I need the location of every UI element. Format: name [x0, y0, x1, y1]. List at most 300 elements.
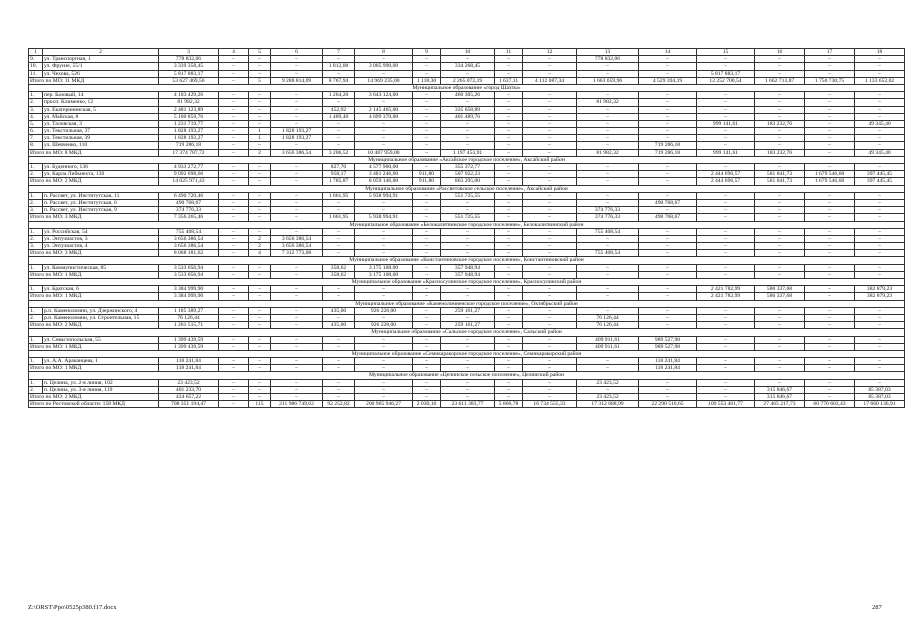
value-cell: – — [755, 379, 805, 386]
row-number: 2. — [29, 386, 43, 393]
column-number: 14 — [639, 49, 697, 56]
total-cell: – — [523, 214, 577, 221]
total-cell: 5 938 994,91 — [355, 214, 413, 221]
table-row — [29, 135, 905, 142]
value-cell: – — [271, 171, 323, 178]
column-number: 13 — [577, 49, 639, 56]
total-cell: 1 661,95 — [323, 214, 355, 221]
value-cell: 76 126,44 — [159, 314, 219, 321]
value-cell: – — [697, 142, 755, 149]
section-heading-row — [29, 84, 905, 91]
section-heading-row — [29, 329, 905, 336]
table-row — [29, 243, 905, 250]
total-cell: 2 265 072,19 — [441, 77, 495, 84]
value-cell: – — [855, 56, 905, 63]
value-cell: – — [639, 228, 697, 235]
value-cell: – — [755, 235, 805, 242]
value-cell: – — [855, 336, 905, 343]
total-cell: – — [413, 365, 441, 372]
value-cell: – — [495, 379, 523, 386]
value-cell: – — [323, 99, 355, 106]
value-cell: 581 841,73 — [755, 171, 805, 178]
value-cell: – — [639, 192, 697, 199]
address-cell: ул. Братская, 6 — [43, 286, 159, 293]
value-cell: – — [271, 264, 323, 271]
value-cell: 1 489,40 — [323, 113, 355, 120]
total-cell: – — [355, 394, 413, 401]
value-cell: 1 399 439,59 — [159, 336, 219, 343]
value-cell: – — [639, 70, 697, 77]
total-cell: 580 337,68 — [755, 293, 805, 300]
total-cell: – — [413, 394, 441, 401]
value-cell: – — [523, 307, 577, 314]
total-cell: – — [523, 178, 577, 185]
value-cell: – — [249, 106, 271, 113]
value-cell: – — [441, 336, 495, 343]
total-row — [29, 250, 905, 257]
value-cell: – — [523, 379, 577, 386]
value-cell: – — [355, 379, 413, 386]
value-cell: – — [323, 207, 355, 214]
value-cell: – — [219, 358, 249, 365]
value-cell: – — [855, 243, 905, 250]
total-cell: – — [249, 271, 271, 278]
total-cell: 76 126,44 — [577, 322, 639, 329]
value-cell: 335 658,89 — [441, 106, 495, 113]
total-cell: – — [271, 394, 323, 401]
total-cell: – — [577, 293, 639, 300]
total-cell: – — [639, 250, 697, 257]
column-number: 2 — [43, 49, 159, 56]
value-cell: – — [271, 63, 323, 70]
value-cell: – — [755, 199, 805, 206]
total-row — [29, 178, 905, 185]
value-cell: – — [495, 314, 523, 321]
value-cell: 1 185 389,27 — [159, 307, 219, 314]
value-cell: – — [577, 92, 639, 99]
municipality-heading: Муниципальное образование «город Шахты» — [29, 84, 905, 91]
value-cell: – — [855, 192, 905, 199]
value-cell: – — [219, 171, 249, 178]
total-cell: – — [697, 214, 755, 221]
value-cell: – — [577, 199, 639, 206]
value-cell: 3 384 999,90 — [159, 286, 219, 293]
section-heading-row — [29, 185, 905, 192]
value-cell: – — [413, 135, 441, 142]
value-cell: 5 938 994,91 — [355, 192, 413, 199]
total-cell: – — [323, 343, 355, 350]
value-cell: 1 828 193,27 — [159, 128, 219, 135]
value-cell: – — [523, 164, 577, 171]
value-cell: – — [249, 207, 271, 214]
total-row — [29, 401, 905, 408]
value-cell: 358,62 — [323, 264, 355, 271]
value-cell: – — [697, 314, 755, 321]
row-number: 8. — [29, 142, 43, 149]
value-cell: – — [577, 171, 639, 178]
value-cell: – — [639, 235, 697, 242]
total-cell: 211 986 749,62 — [271, 401, 323, 408]
value-cell: 401 489,76 — [441, 113, 495, 120]
total-cell: – — [219, 343, 249, 350]
row-number: 1. — [29, 228, 43, 235]
value-cell: – — [855, 70, 905, 77]
value-cell: 397 445,45 — [855, 171, 905, 178]
value-cell: – — [323, 386, 355, 393]
value-cell: – — [219, 307, 249, 314]
value-cell: – — [805, 70, 855, 77]
total-cell: 755 408,54 — [577, 250, 639, 257]
total-cell: 7 356 265,46 — [159, 214, 219, 221]
total-cell: – — [855, 365, 905, 372]
column-number: 12 — [523, 49, 577, 56]
total-cell: – — [413, 271, 441, 278]
value-cell: – — [697, 235, 755, 242]
total-cell: – — [639, 178, 697, 185]
value-cell: – — [523, 120, 577, 127]
value-cell: – — [323, 358, 355, 365]
value-cell: – — [271, 386, 323, 393]
value-cell: – — [805, 386, 855, 393]
total-cell: – — [577, 365, 639, 372]
total-cell: 10 487 959,00 — [355, 149, 413, 156]
municipality-heading: Муниципальное образование «Семикаракорское городское поселение», Семикаракорский район — [29, 350, 905, 357]
value-cell: – — [249, 199, 271, 206]
value-cell: 999 141,61 — [697, 120, 755, 127]
address-cell: п. Целина, ул. 2-я линия, 102 — [43, 379, 159, 386]
value-cell: – — [577, 63, 639, 70]
total-cell: 3 656 386,54 — [271, 149, 323, 156]
address-cell: ул. Шевченко, 110 — [43, 142, 159, 149]
value-cell: – — [249, 307, 271, 314]
address-cell: просп. Клименко, 12 — [43, 99, 159, 106]
table-row — [29, 99, 905, 106]
value-cell: – — [805, 56, 855, 63]
value-cell: – — [577, 164, 639, 171]
value-cell: – — [805, 379, 855, 386]
total-cell: 3 384 999,90 — [159, 293, 219, 300]
total-cell: – — [495, 178, 523, 185]
section-heading-row — [29, 221, 905, 228]
total-cell: – — [413, 214, 441, 221]
value-cell: 374 776,33 — [577, 207, 639, 214]
value-cell: – — [805, 128, 855, 135]
value-cell: – — [697, 164, 755, 171]
value-cell: 6 490 720,46 — [159, 192, 219, 199]
value-cell: 357 948,94 — [441, 264, 495, 271]
row-number: 2. — [29, 99, 43, 106]
value-cell: – — [495, 235, 523, 242]
row-number: 2. — [29, 171, 43, 178]
value-cell: – — [755, 92, 805, 99]
value-cell: – — [355, 286, 413, 293]
table-row — [29, 264, 905, 271]
value-cell: – — [755, 243, 805, 250]
total-cell: – — [495, 322, 523, 329]
total-cell: 5 866,78 — [495, 401, 523, 408]
value-cell: – — [855, 228, 905, 235]
value-cell: 3 656 386,54 — [159, 235, 219, 242]
value-cell: – — [805, 286, 855, 293]
total-cell: – — [355, 250, 413, 257]
value-cell: 1 — [249, 135, 271, 142]
value-cell: – — [495, 120, 523, 127]
value-cell: – — [271, 56, 323, 63]
value-cell: – — [855, 358, 905, 365]
value-cell: 355 372,77 — [441, 164, 495, 171]
address-cell: ул. Майская, 8 — [43, 113, 159, 120]
total-cell: – — [355, 343, 413, 350]
value-cell: – — [355, 336, 413, 343]
total-cell: 357 948,94 — [441, 271, 495, 278]
value-cell: – — [495, 99, 523, 106]
value-cell: 1 679 546,68 — [805, 171, 855, 178]
value-cell: 4 699 370,00 — [355, 113, 413, 120]
value-cell: – — [523, 142, 577, 149]
value-cell: – — [413, 264, 441, 271]
value-cell: – — [577, 135, 639, 142]
value-cell: 755 408,54 — [159, 228, 219, 235]
value-cell: – — [805, 113, 855, 120]
value-cell: – — [413, 142, 441, 149]
value-cell: – — [855, 264, 905, 271]
value-cell: – — [697, 199, 755, 206]
total-label: Итого по МО: 1 МКД — [29, 343, 159, 350]
total-cell: – — [855, 343, 905, 350]
value-cell: – — [495, 70, 523, 77]
total-cell: 17 312 688,99 — [577, 401, 639, 408]
total-cell: – — [219, 271, 249, 278]
value-cell: – — [523, 358, 577, 365]
value-cell: – — [441, 128, 495, 135]
value-cell: – — [413, 307, 441, 314]
table-row — [29, 92, 905, 99]
value-cell: – — [697, 135, 755, 142]
value-cell: – — [219, 92, 249, 99]
value-cell: – — [577, 358, 639, 365]
value-cell: – — [697, 113, 755, 120]
value-cell: 76 126,44 — [577, 314, 639, 321]
value-cell: – — [219, 99, 249, 106]
table-row — [29, 379, 905, 386]
value-cell: – — [805, 92, 855, 99]
value-cell: – — [413, 243, 441, 250]
total-cell: 14 025 971,43 — [159, 178, 219, 185]
row-number: 2. — [29, 199, 43, 206]
value-cell: – — [755, 113, 805, 120]
value-cell: – — [805, 63, 855, 70]
value-cell: – — [523, 135, 577, 142]
total-cell: 1 399 439,59 — [159, 343, 219, 350]
table-row — [29, 142, 905, 149]
value-cell: – — [805, 307, 855, 314]
total-cell: – — [755, 214, 805, 221]
total-cell: 109 553 401,77 — [697, 401, 755, 408]
total-cell: 551 725,55 — [441, 214, 495, 221]
value-cell: – — [441, 379, 495, 386]
value-cell: 755 408,54 — [577, 228, 639, 235]
value-cell: – — [249, 192, 271, 199]
value-cell: – — [249, 142, 271, 149]
total-cell: – — [697, 250, 755, 257]
value-cell: – — [249, 120, 271, 127]
column-number: 10 — [441, 49, 495, 56]
value-cell: – — [219, 386, 249, 393]
value-cell: – — [355, 207, 413, 214]
value-cell: 460 305,26 — [441, 92, 495, 99]
total-cell: – — [755, 250, 805, 257]
value-cell: 551 725,55 — [441, 192, 495, 199]
value-cell: 2 — [249, 235, 271, 242]
table-row — [29, 314, 905, 321]
total-cell: – — [755, 365, 805, 372]
table-row — [29, 171, 905, 178]
value-cell: – — [577, 192, 639, 199]
value-cell: – — [523, 56, 577, 63]
value-cell: – — [755, 164, 805, 171]
value-cell: – — [855, 164, 905, 171]
total-cell: – — [495, 214, 523, 221]
value-cell: – — [323, 142, 355, 149]
value-cell: – — [219, 199, 249, 206]
row-number: 9. — [29, 56, 43, 63]
value-cell: 2 444 696,57 — [697, 171, 755, 178]
row-number: 3. — [29, 106, 43, 113]
value-cell: – — [639, 120, 697, 127]
total-cell: – — [219, 365, 249, 372]
value-cell: 23 423,52 — [577, 379, 639, 386]
value-cell: – — [355, 120, 413, 127]
value-cell: – — [805, 135, 855, 142]
value-cell: – — [249, 286, 271, 293]
total-cell: – — [697, 322, 755, 329]
value-cell: – — [805, 207, 855, 214]
value-cell: – — [441, 228, 495, 235]
value-cell: – — [249, 63, 271, 70]
total-cell: 5 — [249, 77, 271, 84]
total-cell: – — [805, 394, 855, 401]
value-cell: – — [441, 142, 495, 149]
value-cell: 118 241,84 — [159, 358, 219, 365]
total-cell: – — [805, 365, 855, 372]
value-cell: 5 817 883,17 — [159, 70, 219, 77]
total-row — [29, 343, 905, 350]
value-cell: – — [755, 135, 805, 142]
value-cell: – — [855, 207, 905, 214]
value-cell: – — [495, 171, 523, 178]
total-cell: 1 662 713,87 — [755, 77, 805, 84]
value-cell: – — [577, 243, 639, 250]
value-cell: – — [441, 70, 495, 77]
value-cell: 183 232,76 — [755, 120, 805, 127]
total-label: Итого по МО: 11 МКД — [29, 77, 159, 84]
value-cell: – — [639, 128, 697, 135]
total-cell: 115 — [249, 401, 271, 408]
value-cell: – — [495, 113, 523, 120]
value-cell: – — [577, 113, 639, 120]
total-cell: 23 423,52 — [577, 394, 639, 401]
total-label: Итого по МО: 2 МКД — [29, 322, 159, 329]
table-row — [29, 386, 905, 393]
total-cell: 53 627 469,56 — [159, 77, 219, 84]
value-cell: – — [495, 192, 523, 199]
value-cell: – — [355, 56, 413, 63]
value-cell: – — [855, 142, 905, 149]
total-cell: 8 767,94 — [323, 77, 355, 84]
total-cell: 1 197 453,91 — [441, 149, 495, 156]
address-cell: п. Рассвет, ул. Институтская, 9 — [43, 207, 159, 214]
value-cell: – — [249, 314, 271, 321]
value-cell: – — [219, 164, 249, 171]
address-cell: ул. Текстильная, 39 — [43, 135, 159, 142]
value-cell: – — [577, 264, 639, 271]
value-cell: – — [413, 228, 441, 235]
table-row — [29, 207, 905, 214]
value-cell: – — [249, 113, 271, 120]
value-cell: – — [855, 314, 905, 321]
value-cell: – — [855, 307, 905, 314]
value-cell: – — [249, 336, 271, 343]
value-cell: 3 175 108,00 — [355, 264, 413, 271]
total-cell: – — [249, 322, 271, 329]
value-cell: – — [805, 358, 855, 365]
column-number: 9 — [413, 49, 441, 56]
value-cell: – — [523, 92, 577, 99]
municipality-heading: Муниципальное образование «Аксайское городское поселение», Аксайский район — [29, 156, 905, 163]
renovation-table — [28, 48, 905, 408]
value-cell: – — [355, 314, 413, 321]
table-row — [29, 56, 905, 63]
value-cell: 719 286,18 — [159, 142, 219, 149]
total-cell: – — [855, 214, 905, 221]
value-cell: – — [697, 56, 755, 63]
value-cell: – — [495, 128, 523, 135]
value-cell: – — [413, 70, 441, 77]
total-cell: – — [639, 293, 697, 300]
value-cell: – — [413, 314, 441, 321]
total-cell: – — [219, 149, 249, 156]
total-cell: – — [249, 293, 271, 300]
total-cell: – — [495, 394, 523, 401]
value-cell: – — [219, 106, 249, 113]
total-label: Итого по МО: 3 МКД — [29, 214, 159, 221]
address-cell: р.п. Каменоломни, ул. Дзержинского, 4 — [43, 307, 159, 314]
value-cell: – — [639, 99, 697, 106]
total-cell: – — [523, 322, 577, 329]
value-cell: – — [441, 99, 495, 106]
value-cell: – — [219, 243, 249, 250]
table-row — [29, 235, 905, 242]
value-cell: – — [441, 56, 495, 63]
column-number: 11 — [495, 49, 523, 56]
value-cell: 1 828 193,27 — [159, 135, 219, 142]
value-cell: – — [855, 99, 905, 106]
total-label: Итого по МО: 1 МКД — [29, 293, 159, 300]
value-cell: 989 527,98 — [639, 336, 697, 343]
total-cell: – — [441, 343, 495, 350]
value-cell: – — [639, 171, 697, 178]
value-cell: – — [755, 56, 805, 63]
value-cell: – — [495, 56, 523, 63]
value-cell: 85 387,03 — [855, 386, 905, 393]
value-cell: – — [523, 171, 577, 178]
value-cell: – — [639, 164, 697, 171]
value-cell: – — [249, 164, 271, 171]
total-cell: 1 663 059,96 — [577, 77, 639, 84]
section-heading-row — [29, 350, 905, 357]
total-cell: – — [805, 250, 855, 257]
value-cell: – — [495, 135, 523, 142]
